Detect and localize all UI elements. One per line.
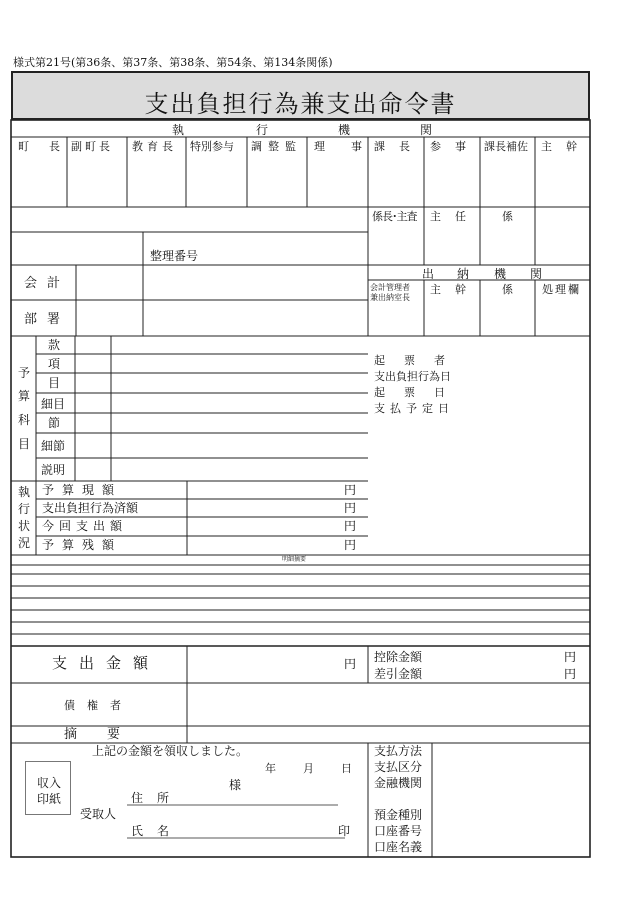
budget-saimoku: 細目 — [41, 397, 66, 411]
receipt-month: 月 — [303, 762, 314, 775]
budget-moku: 目 — [48, 376, 61, 390]
accounting-label: 会計 — [24, 276, 71, 291]
budget-setsu: 節 — [48, 416, 61, 430]
budget-remaining-label: 予算残額 — [42, 538, 123, 552]
cashier-head-1: 出 — [422, 267, 435, 281]
deduction-label: 控除金額 — [374, 650, 423, 664]
budget-setsumei: 説明 — [41, 463, 66, 477]
budget-group-1: 予 — [18, 366, 31, 380]
exec-head-2: 行 — [256, 123, 269, 137]
this-payment-label: 今回支出額 — [42, 519, 128, 533]
role-chosei: 調整監 — [251, 140, 302, 153]
exec-status-1: 執 — [18, 485, 31, 499]
form-caption: 様式第21号(第36条、第37条、第38条、第54条、第134条関係) — [13, 56, 333, 69]
cashier-shukan: 主幹 — [430, 283, 480, 296]
unit-yen-3: 円 — [344, 519, 357, 533]
stamp-label-line2: 印紙 — [36, 792, 61, 806]
role-fukucho: 副町長 — [71, 140, 113, 153]
role-kacho: 課長 — [374, 140, 424, 153]
stamp-label-line1: 収入 — [36, 776, 61, 790]
budget-kou: 項 — [48, 357, 61, 371]
address-label: 住所 — [131, 791, 184, 805]
payment-amount-label: 支出金額 — [52, 654, 161, 672]
account-number-label: 口座番号 — [374, 824, 423, 838]
deposit-type-label: 預金種別 — [374, 808, 423, 822]
reference-number-label: 整理番号 — [150, 249, 199, 263]
budget-current-label: 予算現額 — [42, 483, 123, 497]
unit-yen-4: 円 — [344, 538, 357, 552]
budget-group-2: 算 — [18, 389, 31, 403]
role-shunin: 主任 — [430, 210, 480, 223]
net-amount-label: 差引金額 — [374, 667, 423, 681]
details-label: 明細摘要 — [282, 556, 307, 563]
bank-label: 金融機関 — [374, 776, 423, 790]
role-riji: 理事 — [314, 140, 388, 153]
role-cho: 町長 — [18, 140, 80, 153]
payment-amount-unit: 円 — [344, 657, 357, 671]
role-kakaricho: 係長･主査 — [372, 210, 417, 223]
deduction-unit: 円 — [564, 650, 577, 664]
cashier-kakari: 係 — [502, 283, 513, 296]
payment-method-label: 支払方法 — [374, 744, 423, 758]
commitment-done-label: 支出負担行為済額 — [42, 501, 139, 515]
budget-kan: 款 — [48, 338, 61, 352]
exec-status-2: 行 — [18, 502, 31, 516]
creditor-label: 債権者 — [64, 699, 133, 712]
name-label: 氏名 — [131, 824, 184, 838]
exec-head-4: 関 — [420, 123, 433, 137]
budget-group-4: 目 — [18, 437, 31, 451]
draft-date-label: 起票日 — [374, 386, 464, 399]
budget-saisetsu: 細節 — [41, 439, 66, 453]
receipt-day: 日 — [341, 762, 352, 775]
recipient-label: 受取人 — [80, 807, 117, 821]
exec-status-4: 況 — [18, 536, 31, 550]
role-kakari: 係 — [502, 210, 513, 223]
cashier-head-2: 納 — [457, 267, 470, 281]
unit-yen-2: 円 — [344, 501, 357, 515]
cashier-head-3: 機 — [494, 267, 507, 281]
budget-group-3: 科 — [18, 413, 31, 427]
revenue-stamp-box — [25, 761, 71, 815]
cashier-shori: 処理欄 — [542, 283, 581, 296]
unit-yen-1: 円 — [344, 483, 357, 497]
cashier-head-4: 関 — [530, 267, 543, 281]
drafter-label: 起票者 — [374, 354, 464, 367]
account-name-label: 口座名義 — [374, 840, 423, 854]
exec-head-1: 執 — [172, 123, 185, 137]
net-amount-unit: 円 — [564, 667, 577, 681]
summary-label: 摘要 — [64, 727, 151, 742]
department-label: 部署 — [24, 312, 71, 327]
receipt-statement: 上記の金額を領収しました。 — [92, 744, 249, 758]
exec-status-3: 状 — [18, 519, 31, 533]
cashier-manager-2: 兼出納室長 — [370, 293, 410, 302]
role-kacho-hosa: 課長補佐 — [484, 140, 528, 153]
commitment-date-label: 支出負担行為日 — [374, 370, 451, 383]
receipt-honorific: 様 — [229, 778, 242, 792]
role-sanji: 参事 — [430, 140, 480, 153]
role-shukan: 主幹 — [541, 140, 591, 153]
payment-due-label: 支払予定日 — [374, 402, 454, 415]
receipt-year: 年 — [265, 762, 276, 775]
role-kyoikucho: 教育長 — [132, 140, 177, 153]
cashier-manager-1: 会計管理者 — [370, 283, 410, 292]
payment-category-label: 支払区分 — [374, 760, 423, 774]
exec-head-3: 機 — [338, 123, 351, 137]
role-tokubetsu: 特別参与 — [190, 140, 234, 153]
seal-mark: 印 — [338, 824, 351, 838]
form-title: 支出負担行為兼支出命令書 — [144, 90, 457, 118]
